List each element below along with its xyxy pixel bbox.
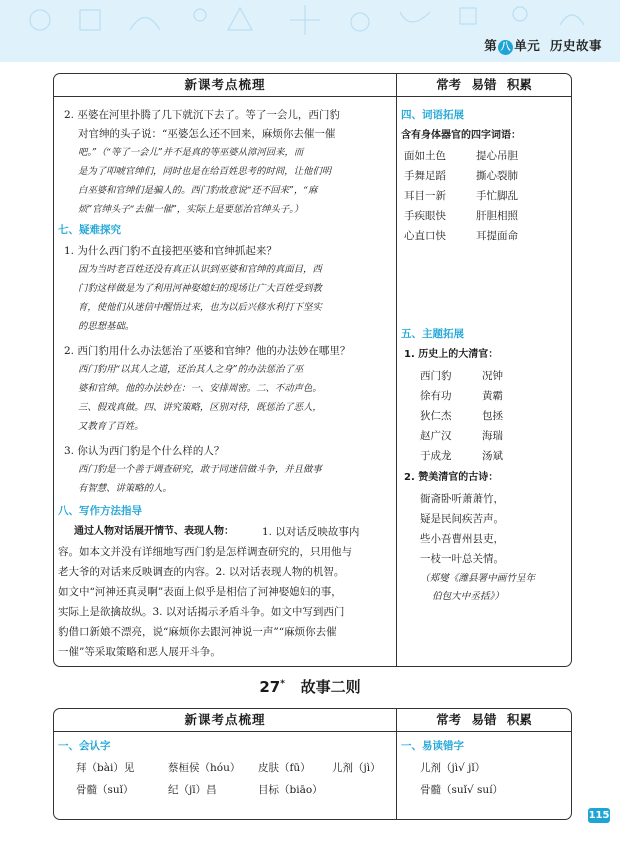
note-line: 白巫婆和官绅们是骗人的。西门豹故意说“还不回来”，“麻 (78, 185, 318, 196)
idiom: 耳目一新 (404, 190, 446, 202)
unit-title: 第 八 单元 历史故事 (484, 38, 602, 53)
character-item: 骨髓（suǐ） (76, 784, 134, 796)
idiom-category: 含有身体器官的四字词语： (401, 130, 521, 141)
note-line: 吧。”（“等了一会儿”并不是真的等巫婆从漳河回来，而 (78, 147, 304, 158)
answer-line: 育，使他们从迷信中醒悟过来，也为以后兴修水利打下坚实 (78, 302, 322, 313)
writing-method-title: 通过人物对话展开情节、表现人物： (74, 526, 234, 537)
character-item: 皮肤（fū） (258, 762, 311, 774)
writing-line: 实际上是欲擒故纵。3. 以对话揭示矛盾斗争。如文中写到西门 (58, 606, 345, 618)
idiom: 手忙脚乱 (476, 190, 518, 202)
official-name: 包拯 (482, 410, 503, 422)
note-line: 烦”官绅头子“去催一催”，实际上是要惩治官绅头子。） (78, 204, 304, 215)
writing-line: 老大爷的对话来反映调查的内容。2. 以对话表现人物的机智。 (58, 566, 345, 578)
easy-misread-item: 儿剂（jì√ jǐ） (420, 762, 486, 774)
answer-line: 又教育了百姓。 (78, 421, 144, 432)
column-divider (396, 74, 397, 666)
official-name: 于成龙 (420, 450, 452, 462)
idiom: 面如土色 (404, 150, 446, 162)
box-right-title: 常考 易错 积累 (436, 77, 532, 92)
answer-line: 的思想基础。 (78, 321, 135, 332)
answer-line: 婆和官绅。他的办法妙在：一、安排周密。二、不动声色。 (78, 383, 322, 394)
answer-line: 因为当时老百姓还没有真正认识到巫婆和官绅的真面目，西 (78, 264, 322, 275)
poem-line: 衙斋卧听萧萧竹， (420, 493, 504, 505)
question-1: 1. 为什么西门豹不直接把巫婆和官绅抓起来？ (64, 245, 277, 257)
topic-2-title: 2. 赞美清官的古诗： (404, 472, 499, 483)
character-item: 蔡桓侯（hóu） (168, 762, 241, 774)
official-name: 况钟 (482, 370, 503, 382)
official-name: 海瑞 (482, 430, 503, 442)
official-name: 黄霸 (482, 390, 503, 402)
page-number: 115 (588, 810, 610, 821)
answer-line: 西门豹是一个善于调查研究，敢于同迷信做斗争，并且做事 (78, 464, 322, 475)
idiom: 肝胆相照 (476, 210, 518, 222)
idiom: 撕心裂肺 (476, 170, 518, 182)
section-heading-easy-misread: 一、易读错字 (401, 740, 464, 752)
writing-line: 豹借口新娘不漂亮，说“麻烦你去跟河神说一声”“麻烦你去催 (58, 626, 337, 638)
official-name: 西门豹 (420, 370, 452, 382)
topic-1-title: 1. 历史上的大清官： (404, 349, 499, 360)
writing-line: 如文中“河神还真灵啊”表面上似乎是相信了河神娶媳妇的事， (58, 586, 342, 598)
answer-line: 有智慧、讲策略的人。 (78, 483, 172, 494)
question-3: 3. 你认为西门豹是个什么样的人？ (64, 445, 225, 457)
character-item: 纪（jī）昌 (168, 784, 217, 796)
writing-line: 1. 以对话反映故事内 (262, 526, 360, 538)
poem-source: （郑燮《潍县署中画竹呈年 (420, 573, 536, 584)
box-left-title: 新课考点梳理 (184, 712, 266, 727)
lesson-title: 27* 故事二则 (259, 678, 361, 696)
section-heading-4: 四、词语拓展 (401, 109, 464, 121)
answer-line: 门豹这样做是为了利用河神娶媳妇的现场让广大百姓受到教 (78, 283, 322, 294)
writing-line: 容。如本文并没有详细地写西门豹是怎样调查研究的，只用他与 (58, 546, 352, 558)
study-notes-box (53, 73, 572, 667)
character-item: 儿剂（jì） (332, 762, 381, 774)
box-left-title: 新课考点梳理 (184, 77, 266, 92)
character-item: 目标（biāo） (258, 784, 323, 796)
answer-line: 西门豹用“以其人之道，还治其人之身”的办法惩治了巫 (78, 364, 304, 375)
section-heading-7: 七、疑难探究 (58, 224, 121, 236)
question-2: 2. 西门豹用什么办法惩治了巫婆和官绅？他的办法妙在哪里？ (64, 345, 351, 357)
easy-misread-item: 骨髓（suǐ√ suí） (420, 784, 504, 796)
column-divider (396, 709, 397, 819)
official-name: 徐有功 (420, 390, 452, 402)
poem-line: 些小吾曹州县吏， (420, 533, 504, 545)
poem-source: 伯包大中丞括》） (432, 591, 504, 602)
official-name: 汤斌 (482, 450, 503, 462)
idiom: 心直口快 (404, 230, 446, 242)
section-heading-8: 八、写作方法指导 (58, 505, 142, 517)
unit-number-badge: 八 (498, 40, 513, 55)
official-name: 狄仁杰 (420, 410, 452, 422)
answer-line: 三、假戏真做。四、讲究策略，区别对待，既惩治了恶人， (78, 402, 322, 413)
idiom: 耳提面命 (476, 230, 518, 242)
character-item: 拜（bài）见 (76, 762, 135, 774)
box-right-title: 常考 易错 积累 (436, 712, 532, 727)
note-line: 对官绅的头子说：“巫婆怎么还不回来，麻烦你去催一催 (78, 128, 336, 140)
official-name: 赵广汉 (420, 430, 452, 442)
idiom: 提心吊胆 (476, 150, 518, 162)
section-heading-1: 一、会认字 (58, 740, 111, 752)
idiom: 手舞足蹈 (404, 170, 446, 182)
note-line: 2. 巫婆在河里扑腾了几下就沉下去了。等了一会儿，西门豹 (64, 109, 340, 121)
poem-line: 一枝一叶总关情。 (420, 553, 504, 565)
writing-line: 一催”等采取策略和恶人展开斗争。 (58, 646, 221, 658)
idiom: 手疾眼快 (404, 210, 446, 222)
section-heading-5: 五、主题拓展 (401, 328, 464, 340)
note-line: 是为了叩唬官绅们，同时也是在给百姓思考的时间，让他们明 (78, 166, 332, 177)
lesson-27-notes-box (53, 708, 572, 820)
poem-line: 疑是民间疾苦声。 (420, 513, 504, 525)
